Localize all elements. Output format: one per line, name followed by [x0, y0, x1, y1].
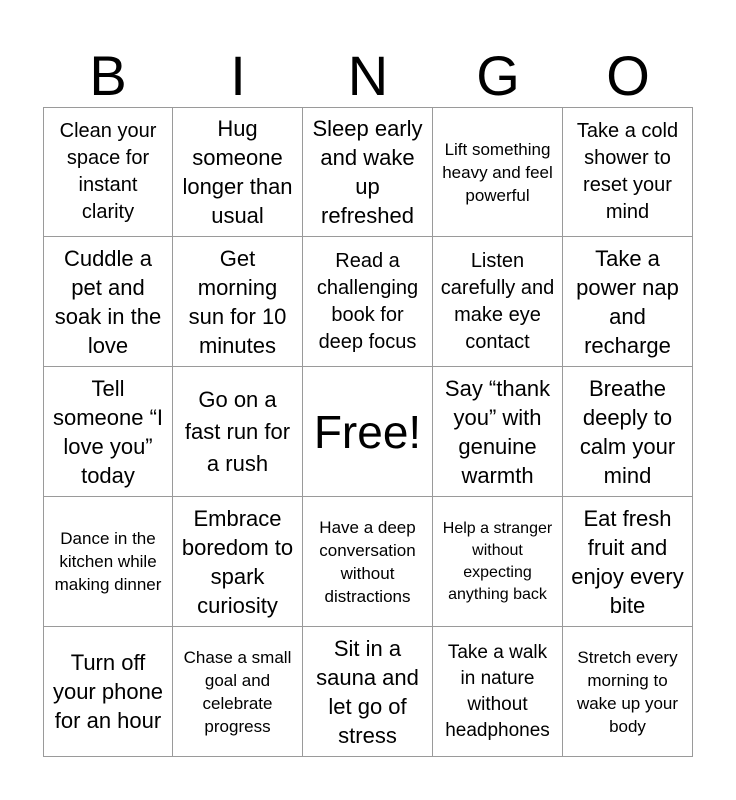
cell-text: Help a stranger without expecting anything back [442, 519, 553, 603]
bingo-grid [43, 107, 693, 757]
cell-text: Get morning sun for 10 minutes [188, 245, 287, 358]
bingo-cell[interactable] [433, 497, 563, 627]
bingo-cell[interactable] [563, 627, 693, 757]
bingo-cell[interactable] [173, 367, 303, 497]
cell-text: Go on a fast run for a rush [184, 386, 291, 476]
cell-text: Read a challenging book for deep focus [316, 249, 419, 353]
bingo-cell[interactable] [433, 627, 563, 757]
free-cell[interactable] [303, 367, 433, 497]
cell-text: Sleep early and wake up refreshed [312, 116, 423, 228]
cell-text: Take a power nap and recharge [576, 245, 679, 358]
cell-text: Chase a small goal and celebrate progress [183, 647, 292, 736]
cell-text: Stretch every morning to wake up your body [576, 647, 679, 736]
cell-text: Breathe deeply to calm your mind [579, 375, 676, 488]
bingo-header [43, 46, 693, 106]
bingo-cell[interactable] [43, 627, 173, 757]
bingo-cell[interactable] [303, 627, 433, 757]
free-label: Free! [313, 405, 422, 458]
bingo-cell[interactable] [173, 627, 303, 757]
header-letter-g: G [476, 44, 520, 107]
cell-text: Listen carefully and make eye contact [440, 249, 555, 353]
bingo-cell[interactable] [173, 497, 303, 627]
header-letter-n: N [347, 44, 389, 107]
bingo-cell[interactable] [563, 367, 693, 497]
cell-text: Say “thank you” with genuine warmth [444, 375, 551, 488]
cell-text: Sit in a sauna and let go of stress [316, 635, 419, 748]
cell-text: Hug someone longer than usual [182, 116, 293, 228]
cell-text: Embrace boredom to spark curiosity [181, 505, 294, 618]
cell-text: Turn off your phone for an hour [52, 650, 164, 733]
bingo-cell[interactable] [433, 107, 563, 237]
header-letter-o: O [606, 44, 650, 107]
bingo-cell[interactable] [43, 237, 173, 367]
cell-text: Take a cold shower to reset your mind [576, 120, 679, 223]
bingo-cell[interactable] [43, 497, 173, 627]
cell-text: Lift something heavy and feel powerful [442, 139, 553, 205]
bingo-cell[interactable] [303, 497, 433, 627]
bingo-cell[interactable] [563, 237, 693, 367]
bingo-cell[interactable] [43, 367, 173, 497]
cell-text: Clean your space for instant clarity [59, 120, 157, 223]
cell-text: Tell someone “I love you” today [52, 375, 164, 488]
cell-text: Dance in the kitchen while making dinner [54, 529, 162, 594]
bingo-cell[interactable] [563, 497, 693, 627]
bingo-cell[interactable] [433, 367, 563, 497]
header-letter-b: B [89, 44, 127, 107]
header-letter-i: I [230, 44, 246, 107]
bingo-cell[interactable] [563, 107, 693, 237]
cell-text: Eat fresh fruit and enjoy every bite [571, 505, 684, 618]
bingo-cell[interactable] [303, 237, 433, 367]
bingo-cell[interactable] [173, 107, 303, 237]
cell-text: Cuddle a pet and soak in the love [54, 245, 162, 358]
bingo-cell[interactable] [173, 237, 303, 367]
cell-text: Have a deep conversation without distractions [319, 517, 416, 606]
bingo-cell[interactable] [303, 107, 433, 237]
bingo-cell[interactable] [433, 237, 563, 367]
cell-text: Take a walk in nature without headphones [445, 641, 550, 741]
bingo-cell[interactable] [43, 107, 173, 237]
